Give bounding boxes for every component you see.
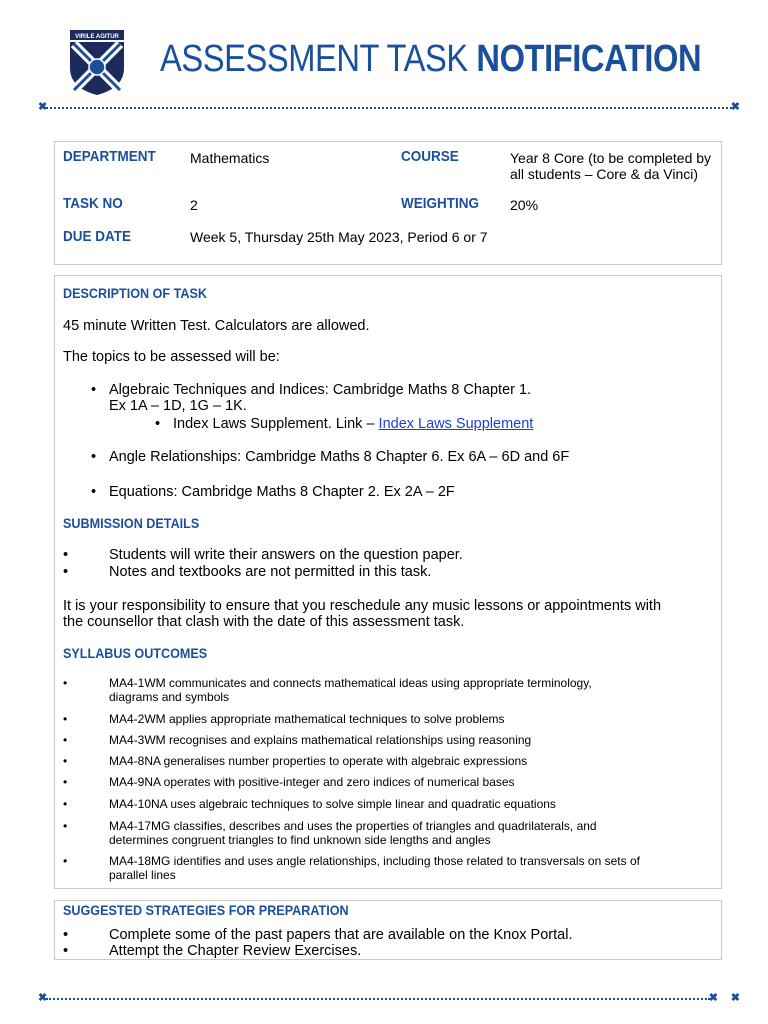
cross-icon: ✖ — [730, 101, 740, 113]
weighting-label: WEIGHTING — [401, 195, 480, 212]
submission-item-1: Students will write their answers on the question paper. — [109, 547, 463, 563]
preparation-heading: SUGGESTED STRATEGIES FOR PREPARATION — [63, 902, 349, 918]
description-intro: 45 minute Written Test. Calculators are allowed. — [63, 318, 370, 334]
bullet: • — [91, 449, 97, 465]
preparation-item-1: Complete some of the past papers that are available on the Knox Portal. — [109, 927, 573, 943]
cross-icon: ✖ — [38, 992, 48, 1004]
topic-1: Algebraic Techniques and Indices: Cambridge Maths 8 Chapter 1. Ex 1A – 1D, 1G – 1K. — [109, 382, 532, 414]
due-date-label: DUE DATE — [63, 228, 132, 245]
bullet: • — [63, 547, 69, 563]
task-details-box: DESCRIPTION OF TASK 45 minute Written Test. Calculators are allowed. The topics to be assessed will be: • Algebraic Techniques and Indices: Cambridge Maths 8 Chapter 1. Ex 1A – 1D, 1G – 1K. • Index Laws Supplement. Link – Index Laws Supplement • Angle Relationships: Cambridge Maths 8 Chapter 6. Ex 6A – 6D and 6F • Equations: Cambridge Maths 8 Chapter 2. Ex 2A – 2F SUBMISSION DETAILS • Students will write their answers on the question paper. • Notes and textbooks are not permitted in this task. It is your responsibility to ensure that you reschedule any music lessons or appointments with the counsellor that clash with the date of this assessment task. SYLLABUS OUTCOMES • MA4-1WM communicates and connects mathematical ideas using appropriate terminology, diagrams and symbols • MA4-2WM applies appropriate mathematical techniques to solve problems • MA4-3WM recognises and explains mathematical relationships using reasoning • MA4-8NA generalises number properties to operate with algebraic expressions • MA4-9NA operates with positive-integer and zero indices of numerical bases • MA4-10NA uses algebraic techniques to solve simple linear and quadratic equations • MA4-17MG classifies, describes and uses the properties of triangles and quadrilaterals, and determines congruent triangles to find unknown side lengths and angles • MA4-18MG identifies and uses angle relationships, including those related to transversals on sets of parallel lines — [54, 275, 722, 889]
bullet: • — [155, 416, 161, 432]
bullet: • — [63, 943, 69, 959]
bullet: • — [91, 382, 97, 398]
task-no-value: 2 — [190, 197, 198, 213]
bullet: • — [63, 927, 69, 943]
school-crest-logo — [66, 28, 128, 96]
submission-heading: SUBMISSION DETAILS — [63, 515, 200, 531]
description-heading: DESCRIPTION OF TASK — [63, 285, 207, 301]
bullet: • — [63, 564, 69, 580]
top-divider — [38, 101, 740, 113]
topics-intro: The topics to be assessed will be: — [63, 349, 280, 365]
page-header — [0, 0, 768, 100]
weighting-value: 20% — [510, 197, 539, 213]
cross-icon: ✖ — [730, 992, 740, 1004]
department-label: DEPARTMENT — [63, 148, 156, 165]
cross-icon: ✖ — [38, 101, 48, 113]
task-no-label: TASK NO — [63, 195, 123, 212]
responsibility-note: It is your responsibility to ensure that you reschedule any music lessons or appointments with the counsellor that clash with the date of this assessment task. — [63, 598, 662, 630]
submission-item-2: Notes and textbooks are not permitted in this task. — [109, 564, 432, 580]
bottom-divider — [38, 992, 740, 1004]
course-label: COURSE — [401, 148, 459, 165]
topic-1-sub: Index Laws Supplement. Link – Index Laws Supplement — [173, 416, 534, 432]
outcomes-heading: SYLLABUS OUTCOMES — [63, 645, 208, 661]
topic-3: Equations: Cambridge Maths 8 Chapter 2. Ex 2A – 2F — [109, 484, 455, 500]
course-value: Year 8 Core (to be completed by all students – Core & da Vinci) — [510, 150, 712, 182]
topic-2: Angle Relationships: Cambridge Maths 8 Chapter 6. Ex 6A – 6D and 6F — [109, 449, 570, 465]
preparation-box — [54, 900, 722, 960]
department-value: Mathematics — [190, 150, 270, 166]
task-info-box — [54, 141, 722, 265]
page-title: ASSESSMENT TASK NOTIFICATION — [160, 38, 702, 80]
cross-icon: ✖ — [708, 992, 718, 1004]
preparation-item-2: Attempt the Chapter Review Exercises. — [109, 943, 362, 959]
due-date-value: Week 5, Thursday 25th May 2023, Period 6 or 7 — [190, 229, 488, 245]
index-laws-supplement-link[interactable]: Index Laws Supplement — [378, 416, 534, 432]
svg-text:VIRILE AGITUR: VIRILE AGITUR — [75, 34, 119, 40]
bullet: • — [91, 484, 97, 500]
